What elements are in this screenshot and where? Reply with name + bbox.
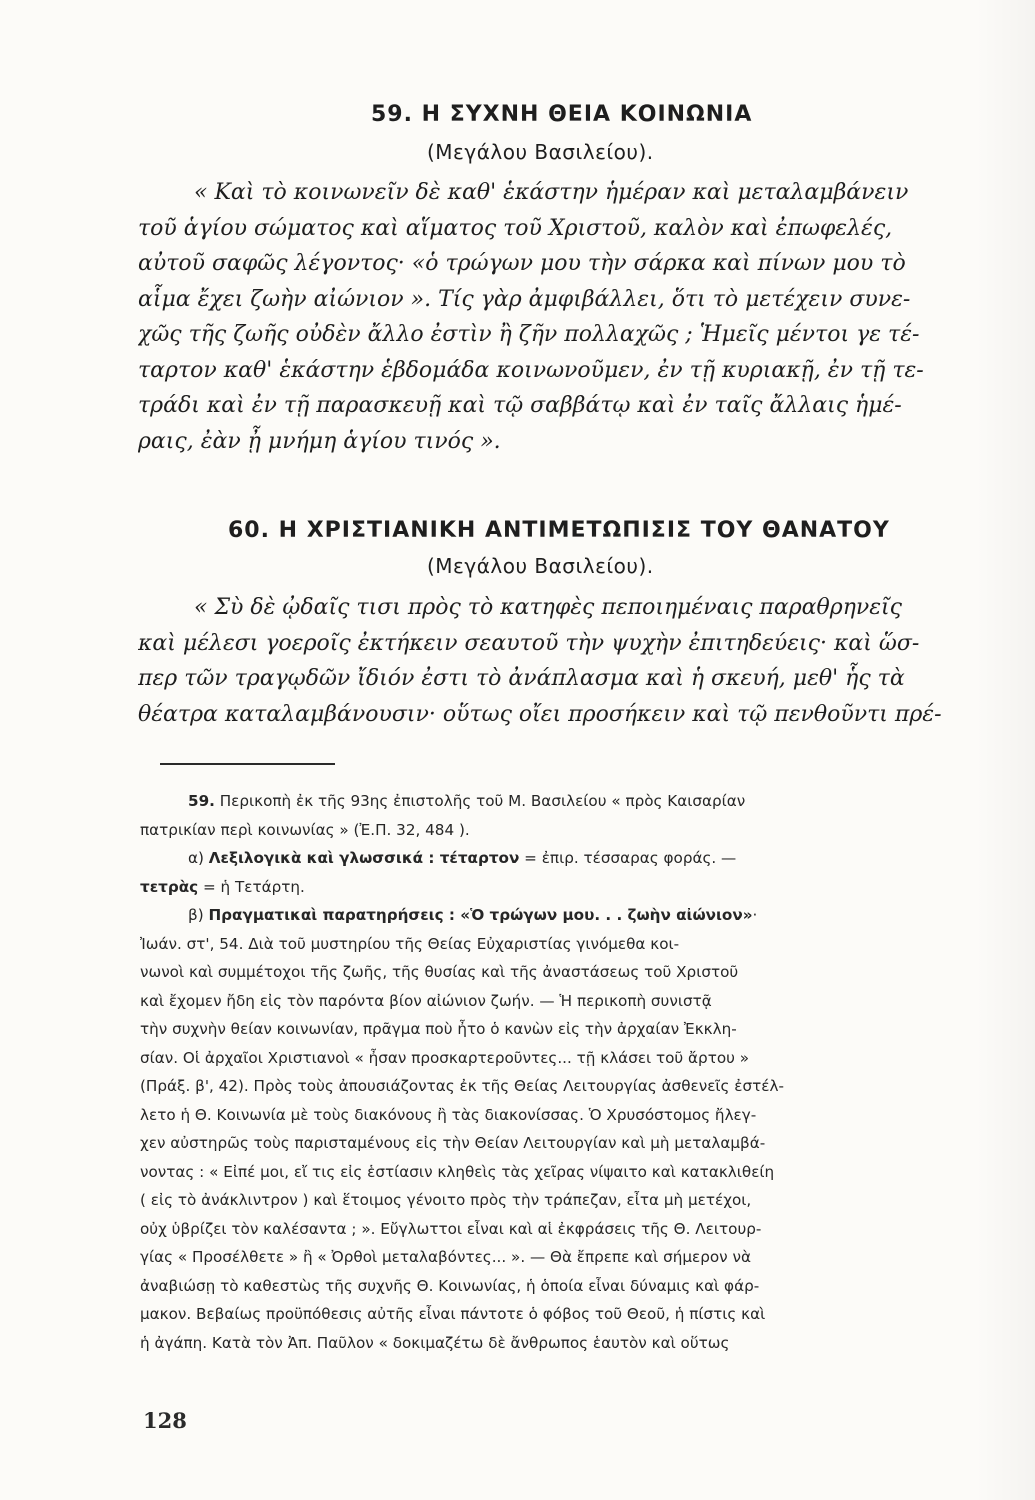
- footnote-label: β): [188, 906, 209, 924]
- footnote-separator: [160, 763, 335, 765]
- footnote-line: [140, 901, 990, 930]
- footnote-line: καὶ ἔχομεν ἤδη εἰς τὸν παρόντα βίον αἰώνιον ζωήν. — Ἡ περικοπὴ συνιστᾷ: [140, 991, 712, 1010]
- footnote-term: τετρὰς: [140, 877, 199, 896]
- footnote-line: οὐχ ὑβρίζει τὸν καλέσαντα ; ». Εὔγλωττοι εἶναι καὶ αἱ ἐκφράσεις τῆς Θ. Λειτουρ-: [140, 1219, 762, 1238]
- footnote-text: = ἡ Τετάρτη.: [198, 877, 305, 896]
- footnote-line: [140, 844, 990, 873]
- footnote-label: α): [188, 849, 209, 867]
- footnote-text: Περικοπὴ ἐκ τῆς 93ης ἐπιστολῆς τοῦ Μ. Βασιλείου « πρὸς Καισαρίαν: [214, 792, 746, 810]
- page-number: 128: [143, 1408, 187, 1433]
- footnote-line: Ἰωάν. στ', 54. Διὰ τοῦ μυστηρίου τῆς Θείας Εὐχαριστίας γινόμεθα κοι-: [140, 934, 680, 953]
- footnote-heading: Λεξιλογικὰ καὶ γλωσσικά : τέταρτον: [208, 849, 520, 867]
- section-60-subtitle: (Μεγάλου Βασιλείου).: [427, 554, 654, 578]
- section-59-body: [138, 175, 993, 459]
- section-60-line: θέατρα καταλαμβάνουσιν· οὕτως οἴει προσήκειν καὶ τῷ πενθοῦντι πρέ-: [138, 701, 942, 727]
- footnote-text: = ἐπιρ. τέσσαρας φοράς. —: [519, 849, 737, 867]
- section-60-title: 60. Η ΧΡΙΣΤΙΑΝΙΚΗ ΑΝΤΙΜΕΤΩΠΙΣΙΣ ΤΟΥ ΘΑΝΑΤΟΥ: [228, 518, 890, 543]
- section-59-line: αἷμα ἔχει ζωὴν αἰώνιον ». Τίς γὰρ ἀμφιβάλλει, ὅτι τὸ μετέχειν συνε-: [138, 286, 911, 312]
- footnotes: [140, 787, 990, 1357]
- footnote-line: λετο ἡ Θ. Κοινωνία μὲ τοὺς διακόνους ἢ τὰς διακονίσσας. Ὁ Χρυσόστομος ἤλεγ-: [140, 1105, 757, 1124]
- footnote-line: πατρικίαν περὶ κοινωνίας » (Ἐ.Π. 32, 484 ).: [140, 820, 470, 839]
- section-59-line: « Καὶ τὸ κοινωνεῖν δὲ καθ' ἑκάστην ἡμέραν καὶ μεταλαμβάνειν: [194, 180, 909, 205]
- footnote-line: σίαν. Οἱ ἀρχαῖοι Χριστιανοὶ « ἦσαν προσκαρτεροῦντες... τῇ κλάσει τοῦ ἄρτου »: [140, 1048, 750, 1067]
- footnote-line: γίας « Προσέλθετε » ἢ « Ὀρθοὶ μεταλαβόντες... ». — Θὰ ἔπρεπε καὶ σήμερον νὰ: [140, 1248, 751, 1266]
- footnote-line: ἀναβιώσῃ τὸ καθεστὼς τῆς συχνῆς Θ. Κοινωνίας, ἡ ὁποία εἶναι δύναμις καὶ φάρ-: [140, 1276, 760, 1295]
- section-59-title: 59. Η ΣΥΧΝΗ ΘΕΙΑ ΚΟΙΝΩΝΙΑ: [371, 102, 753, 127]
- section-59-line: χῶς τῆς ζωῆς οὐδὲν ἄλλο ἐστὶν ἢ ζῆν πολλαχῶς ; Ἡμεῖς μέντοι γε τέ-: [138, 322, 920, 347]
- section-60-line: « Σὺ δὲ ᾠδαῖς τισι πρὸς τὸ κατηφὲς πεποιημέναις παραθρηνεῖς: [194, 595, 902, 620]
- footnote-line: (Πράξ. β', 42). Πρὸς τοὺς ἀπουσιάζοντας ἐκ τῆς Θείας Λειτουργίας ἀσθενεῖς ἐστέλ-: [140, 1077, 784, 1095]
- footnote-line: νοντας : « Εἰπέ μοι, εἴ τις εἰς ἑστίασιν κληθεὶς τὰς χεῖρας νίψαιτο καὶ κατακλιθείη: [140, 1162, 775, 1181]
- section-59-subtitle: (Μεγάλου Βασιλείου).: [427, 140, 654, 164]
- section-59-line: αὐτοῦ σαφῶς λέγοντος· «ὁ τρώγων μου τὴν σάρκα καὶ πίνων μου τὸ: [138, 251, 906, 276]
- footnote-line: [140, 873, 990, 902]
- footnote-line: ἡ ἀγάπη. Κατὰ τὸν Ἀπ. Παῦλον « δοκιμαζέτω δὲ ἄνθρωπος ἑαυτὸν καὶ οὕτως: [140, 1333, 730, 1352]
- section-60-body: [138, 590, 993, 732]
- footnote-line: νωνοὶ καὶ συμμέτοχοι τῆς ζωῆς, τῆς θυσίας καὶ τῆς ἀναστάσεως τοῦ Χριστοῦ: [140, 963, 739, 981]
- footnote-line: τὴν συχνὴν θείαν κοινωνίαν, πρᾶγμα ποὺ ἦτο ὁ κανὼν εἰς τὴν ἀρχαίαν Ἐκκλη-: [140, 1020, 737, 1038]
- footnote-line: χεν αὐστηρῶς τοὺς παρισταμένους εἰς τὴν Θείαν Λειτουργίαν καὶ μὴ μεταλαμβά-: [140, 1134, 766, 1152]
- footnote-heading: Πραγματικαὶ παρατηρήσεις : «Ὁ τρώγων μου. . . ζωὴν αἰώνιον»: [208, 906, 753, 924]
- section-59-line: τοῦ ἁγίου σώματος καὶ αἵματος τοῦ Χριστοῦ, καλὸν καὶ ἐπωφελές,: [138, 215, 893, 241]
- footnote-line: ( εἰς τὸ ἀνάκλιντρον ) καὶ ἕτοιμος γένοιτο πρὸς τὴν τράπεζαν, εἶτα μὴ μετέχοι,: [140, 1191, 752, 1209]
- section-60-line: καὶ μέλεσι γοεροῖς ἐκτήκειν σεαυτοῦ τὴν ψυχὴν ἐπιτηδεύεις· καὶ ὥσ-: [138, 630, 920, 656]
- section-59-line: τράδι καὶ ἐν τῇ παρασκευῇ καὶ τῷ σαββάτῳ καὶ ἐν ταῖς ἄλλαις ἡμέ-: [138, 393, 902, 418]
- footnote-line: [140, 787, 990, 816]
- footnote-line: μακον. Βεβαίως προϋπόθεσις αὐτῆς εἶναι πάντοτε ὁ φόβος τοῦ Θεοῦ, ἡ πίστις καὶ: [140, 1305, 766, 1323]
- footnote-text: ·: [752, 906, 758, 924]
- section-59-line: ταρτον καθ' ἑκάστην ἑβδομάδα κοινωνοῦμεν, ἐν τῇ κυριακῇ, ἐν τῇ τε-: [138, 357, 924, 383]
- section-60-line: περ τῶν τραγῳδῶν ἴδιόν ἐστι τὸ ἀνάπλασμα καὶ ἡ σκευή, μεθ' ἧς τὰ: [138, 666, 905, 691]
- section-59-line: ραις, ἐὰν ᾖ μνήμη ἁγίου τινός ».: [138, 428, 501, 454]
- footnote-number: 59.: [188, 792, 215, 810]
